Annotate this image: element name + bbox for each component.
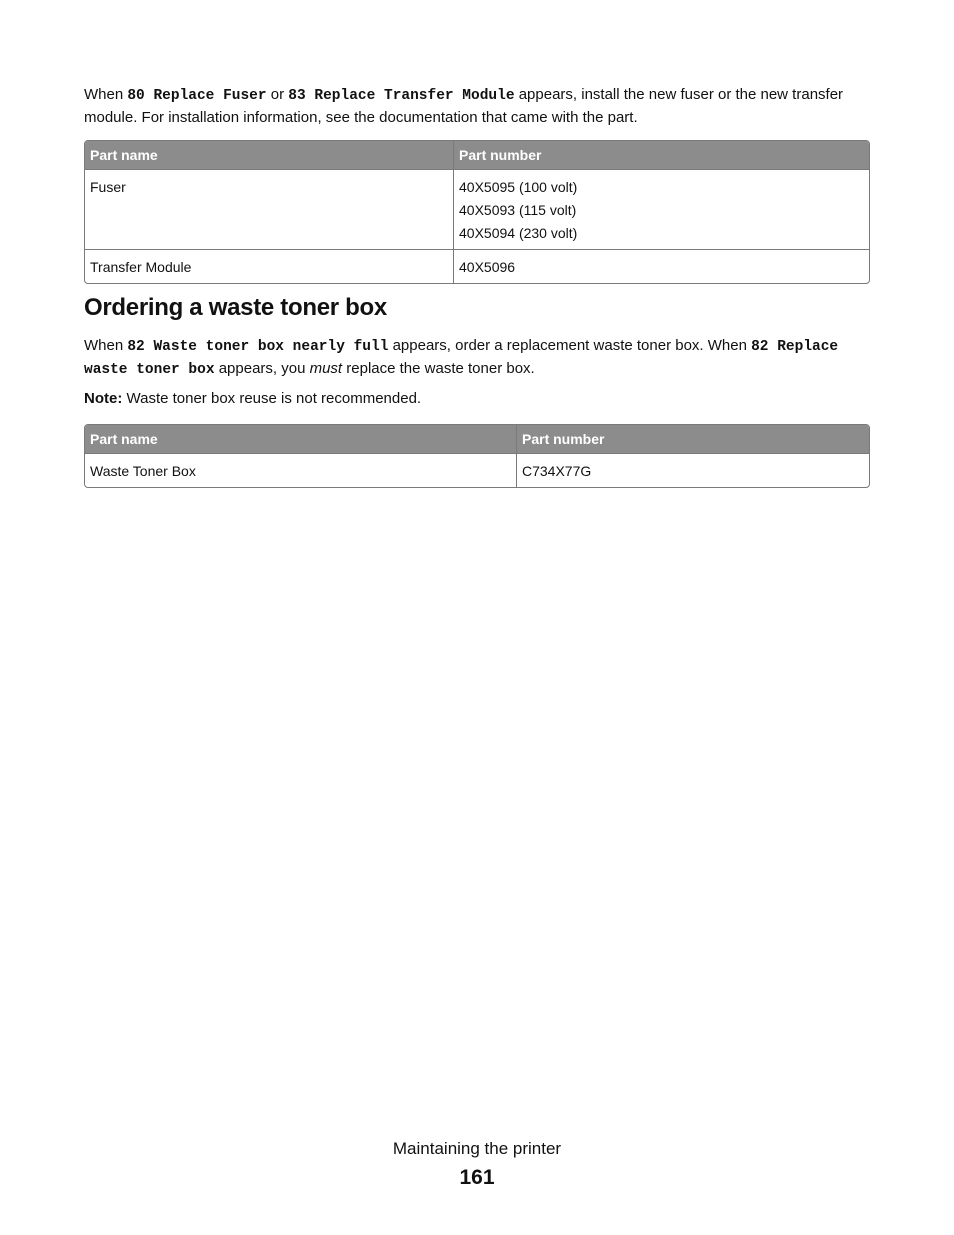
header-part-name: Part name: [85, 425, 516, 454]
parts-table-waste-toner: [84, 424, 870, 488]
intro-text-3: appears, install the new fuser or the new transfer module. For installation information, see the documentation that came with the part.: [84, 86, 844, 126]
part-number-line: 40X5095 (100 volt): [459, 179, 578, 195]
cell-part-name: Transfer Module: [85, 249, 453, 283]
table-header-row: [85, 141, 869, 170]
note-text: Waste toner box reuse is not recommended.: [122, 390, 422, 407]
section-code-2: 82 Replace waste toner box: [84, 339, 839, 378]
cell-part-number: C734X77G: [516, 454, 869, 487]
section-code-1: 82 Waste toner box nearly full: [127, 339, 389, 355]
note-paragraph: [84, 388, 870, 409]
intro-paragraph: [84, 84, 870, 128]
table-row: [85, 170, 869, 249]
section-text-1: When: [84, 337, 128, 354]
cell-part-name: Waste Toner Box: [90, 463, 196, 479]
section-emphasis: must: [309, 360, 343, 377]
table-row: [85, 454, 869, 487]
cell-part-name: Fuser: [90, 179, 126, 195]
part-number-line: 40X5096: [459, 259, 516, 275]
parts-table-fuser: [84, 140, 870, 284]
cell-part-number: [453, 249, 869, 283]
section-text-2: appears, order a replacement waste toner box. When: [388, 337, 752, 354]
footer-chapter-title: Maintaining the printer: [392, 1139, 562, 1158]
section-text-3: appears, you: [214, 360, 310, 377]
part-number-line: 40X5094 (230 volt): [459, 225, 578, 241]
part-number-line: 40X5093 (115 volt): [459, 202, 577, 218]
page-number: 161: [459, 1166, 495, 1189]
section-paragraph: [84, 335, 870, 381]
cell-part-number: [453, 170, 869, 249]
table-row: [85, 249, 869, 283]
header-part-number: Part number: [453, 141, 869, 170]
section-text-4: replace the waste toner box.: [342, 360, 535, 377]
table-header-row: [85, 425, 869, 454]
intro-text-2: or: [266, 86, 289, 103]
header-part-number: Part number: [516, 425, 869, 454]
note-label: Note:: [84, 390, 123, 407]
intro-code-1: 80 Replace Fuser: [127, 88, 267, 104]
section-heading: Ordering a waste toner box: [84, 294, 387, 321]
header-part-name: Part name: [85, 141, 453, 170]
intro-text-1: When: [84, 86, 128, 103]
intro-code-2: 83 Replace Transfer Module: [288, 88, 515, 104]
